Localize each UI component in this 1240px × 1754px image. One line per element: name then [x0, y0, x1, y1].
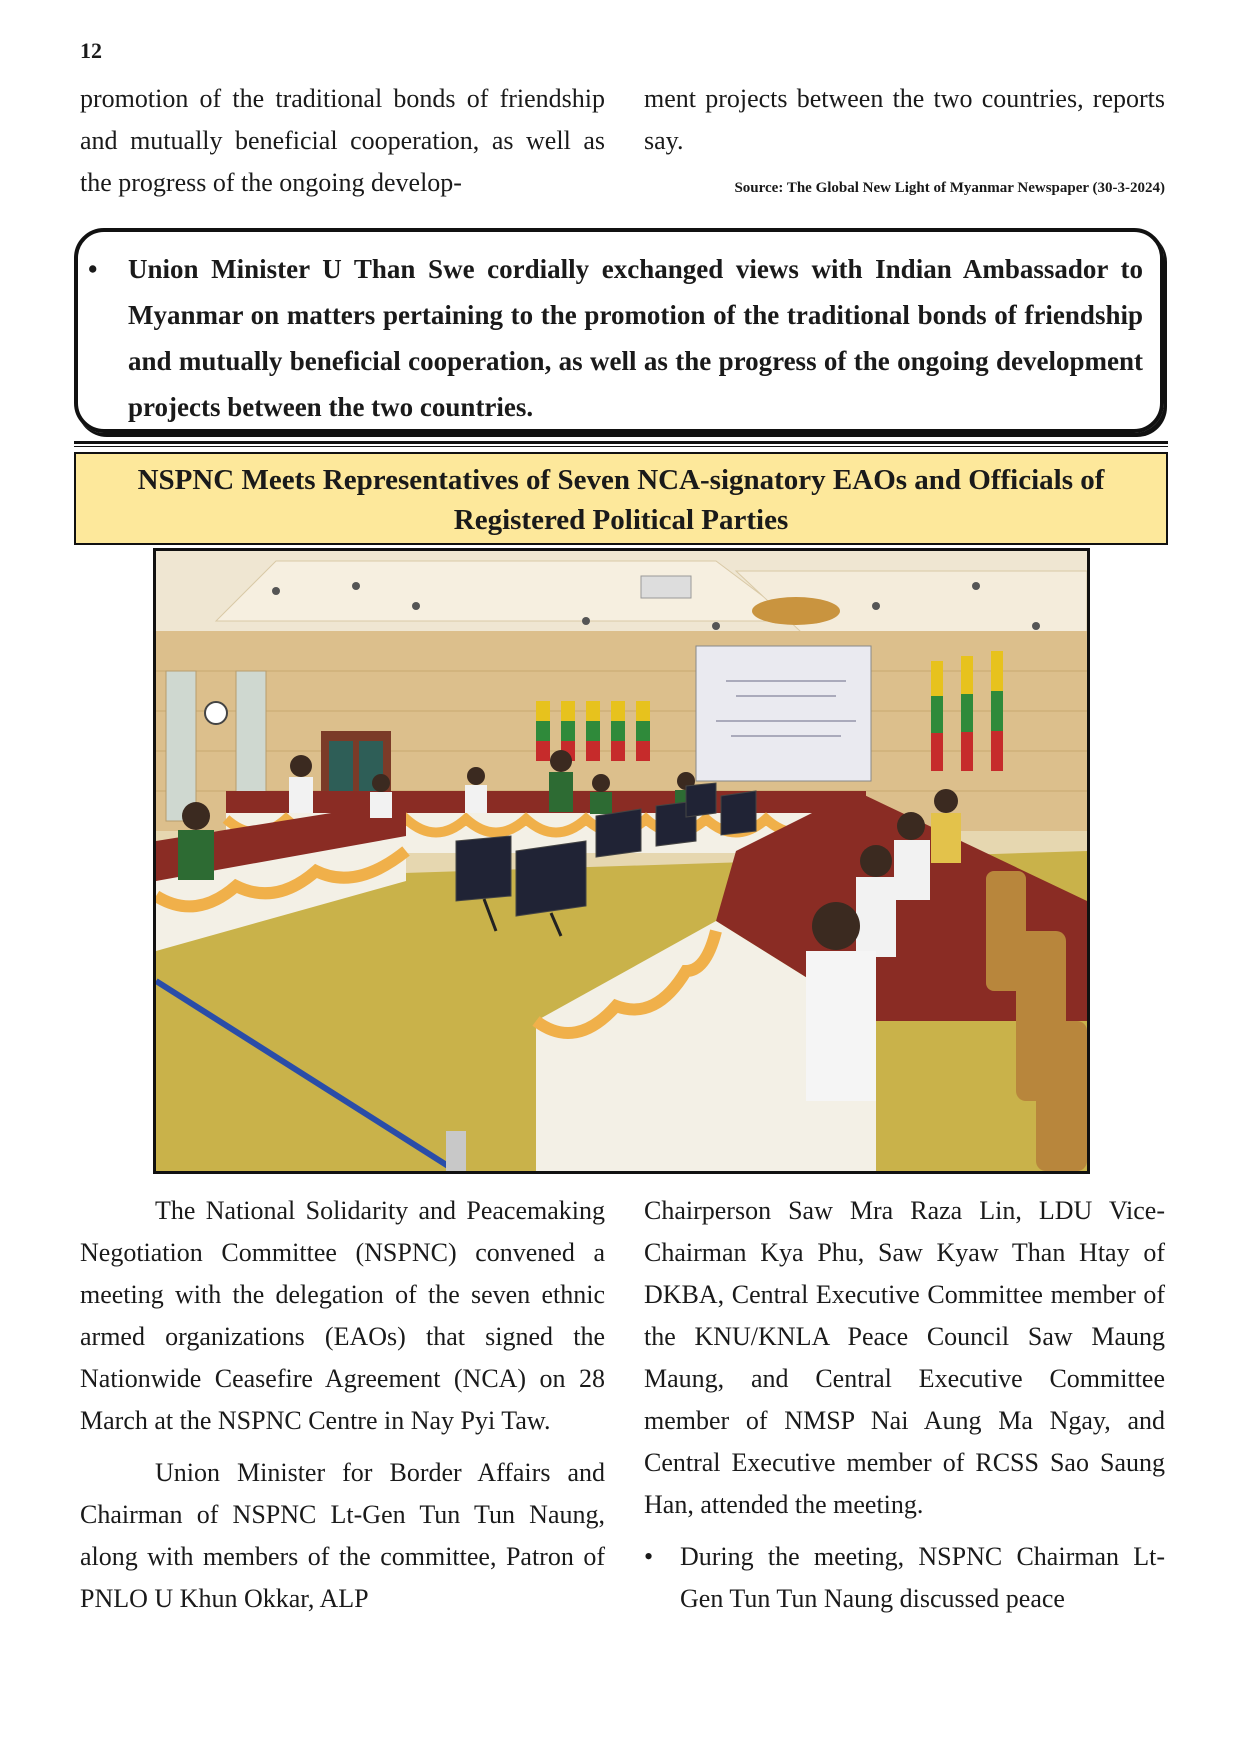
- section-divider: [74, 441, 1168, 447]
- article-right-column: [644, 1190, 1165, 1620]
- article-left-column: [80, 1190, 605, 1620]
- source-note: Source: The Global New Light of Myanmar Newspaper (30-3-2024): [734, 180, 1165, 196]
- top-left-paragraph: promotion of the traditional bonds of friendship and mutually beneficial cooperation, as well as the progress of the ongoing develop-: [80, 84, 605, 197]
- meeting-room-illustration: [156, 551, 1087, 1171]
- top-right-paragraph: ment projects between the two countries, reports say.: [644, 84, 1165, 155]
- article-bullet-item: [644, 1536, 1165, 1620]
- meeting-photo: [153, 548, 1090, 1174]
- highlight-bullet-text: Union Minister U Than Swe cordially exchanged views with Indian Ambassador to Myanmar on matters pertaining to the promotion of the traditional bonds of friendship and mutually beneficial cooperation, as well as the progress of the ongoing development projects between the two countries.: [128, 254, 1143, 422]
- top-right-column: [644, 78, 1165, 162]
- article-headline: NSPNC Meets Representatives of Seven NCA-signatory EAOs and Officials of Registered Political Parties: [74, 452, 1168, 545]
- article-bullet-text: During the meeting, NSPNC Chairman Lt-Gen Tun Tun Naung discussed peace: [680, 1542, 1165, 1613]
- highlight-bullet-item: [88, 246, 1143, 430]
- article-paragraph-3: Chairperson Saw Mra Raza Lin, LDU Vice-Chairman Kya Phu, Saw Kyaw Than Htay of DKBA, Central Executive Committee member of the KNU/KNLA Peace Council Saw Maung Maung, and Central Executive Committee member of NMSP Nai Aung Ma Ngay, and Central Executive member of RCSS Sao Saung Han, attended the meeting.: [644, 1196, 1165, 1519]
- bullet-icon: •: [644, 1542, 654, 1571]
- highlight-box: [74, 228, 1164, 433]
- page-number: 12: [80, 38, 102, 63]
- article-paragraph-2: Union Minister for Border Affairs and Chairman of NSPNC Lt-Gen Tun Tun Naung, along with members of the committee, Patron of PNLO U Khun Okkar, ALP: [80, 1458, 605, 1613]
- article-paragraph-1: The National Solidarity and Peacemaking Negotiation Committee (NSPNC) convened a meeting with the delegation of the seven ethnic armed organizations (EAOs) that signed the Nationwide Ceasefire Agreement (NCA) on 28 March at the NSPNC Centre in Nay Pyi Taw.: [80, 1196, 605, 1435]
- top-left-column: [80, 78, 605, 204]
- bullet-icon: •: [88, 254, 98, 284]
